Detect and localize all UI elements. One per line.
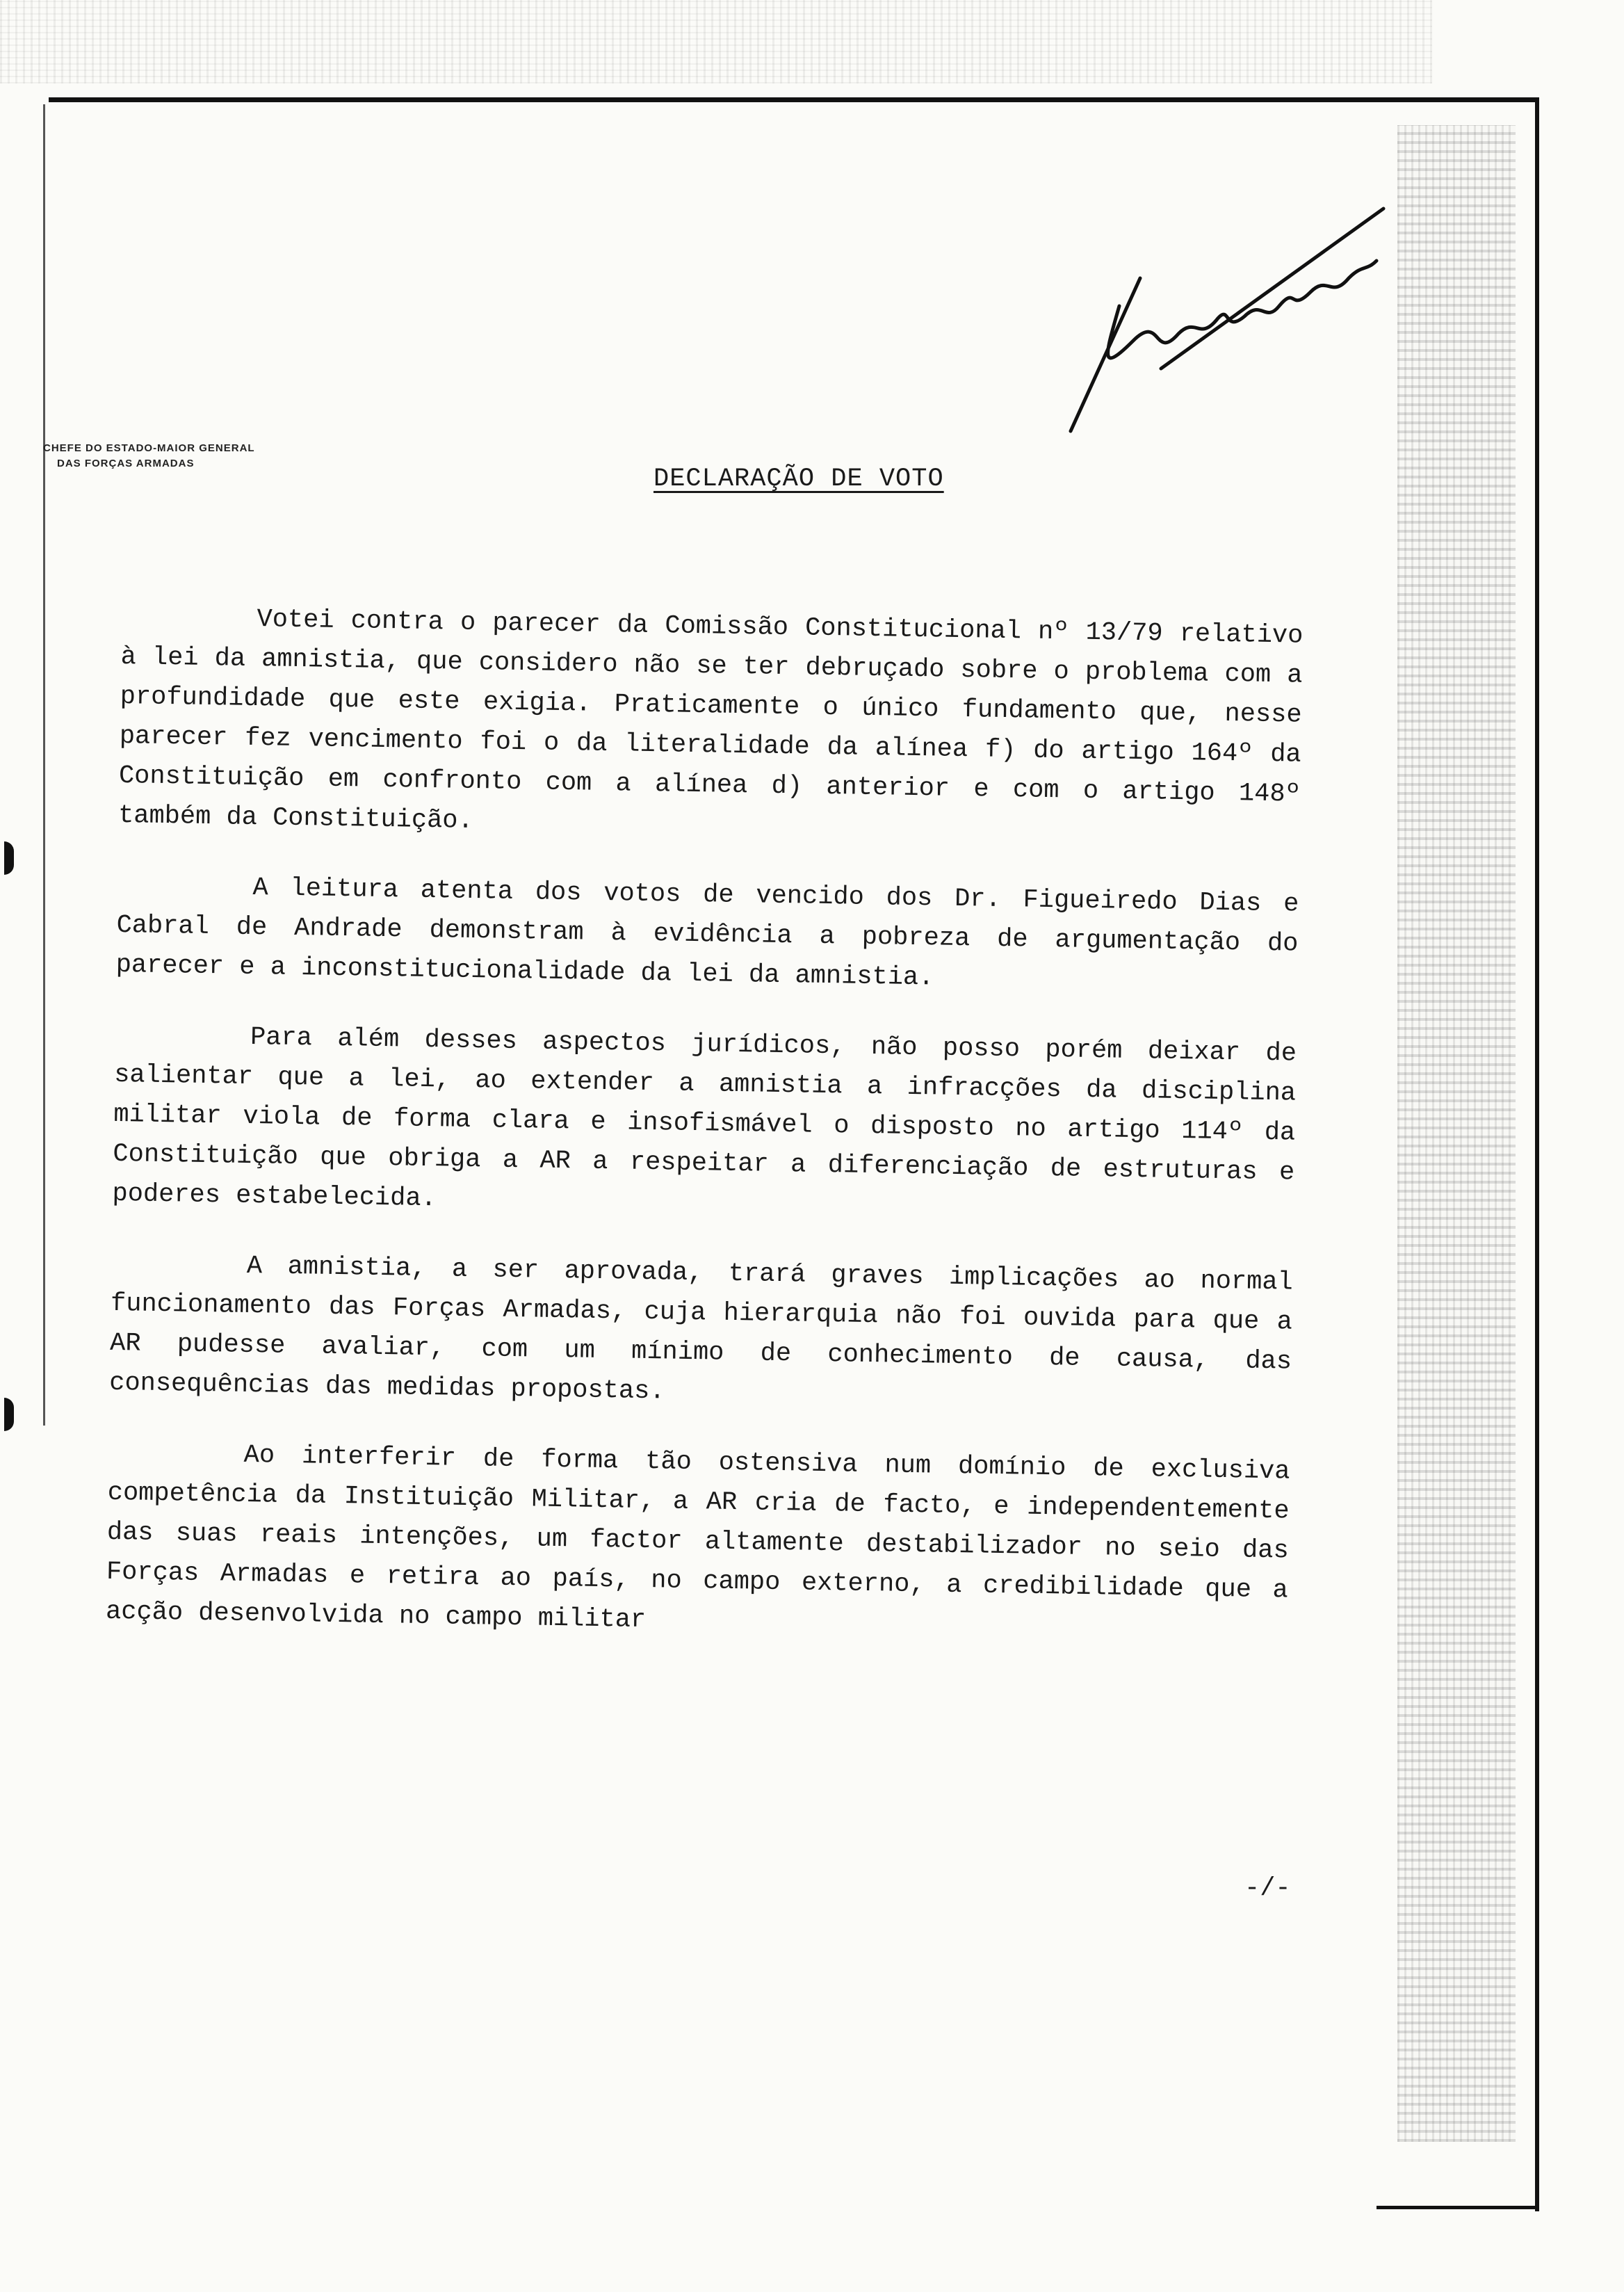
letterhead-line-1: CHEFE DO ESTADO-MAIOR GENERAL: [43, 442, 255, 454]
letterhead: [43, 441, 255, 471]
page-border-top: [49, 97, 1536, 102]
paragraph-4: A amnistia, a ser aprovada, trará graves implicações ao normal funcionamento das Forças Armadas, cuja hierarquia não foi ouvida para que a AR pudesse avaliar, com um mínimo de conhecimento de causa, das consequências das medidas propostas.: [108, 1251, 1294, 1407]
scan-noise-right: [1397, 125, 1516, 2142]
page-border-right: [1535, 97, 1539, 2211]
page-border-left: [43, 104, 45, 1426]
paragraph-2: A leitura atenta dos votos de vencido dos Dr. Figueiredo Dias e Cabral de Andrade demonstram à evidência a pobreza de argumentação do parecer e a inconstitucionalidade da lei da amnistia.: [115, 873, 1299, 993]
punch-hole-mark: [4, 841, 14, 875]
scan-noise-top: [0, 0, 1432, 83]
punch-hole-mark: [4, 1398, 14, 1431]
page-number: -/-: [1244, 1874, 1291, 1903]
paragraph-3: Para além desses aspectos jurídicos, não posso porém deixar de salientar que a lei, ao extender a amnistia a infracções da disciplina militar viola de forma clara e insofismável o disposto no artigo 114º da Constituição que obriga a AR a respeitar a diferenciação de estruturas e poderes estabelecida.: [112, 1022, 1297, 1214]
document-title: DECLARAÇÃO DE VOTO: [653, 465, 944, 494]
paragraph-1: Votei contra o parecer da Comissão Constitucional nº 13/79 relativo à lei da amnistia, que considero não se ter debruçado sobre o problema com a profundidade que este exigia. Praticamente o único fundamento que, nesse parecer fez vencimento foi o da literalidade da alínea f) do artigo 164º da Constituição em confronto com a alínea d) anterior e com o artigo 148º também da Constituição.: [117, 605, 1304, 836]
signature-icon: [1057, 202, 1390, 438]
letterhead-line-2: DAS FORÇAS ARMADAS: [57, 458, 195, 469]
document-body: [105, 598, 1304, 1681]
paragraph-5: Ao interferir de forma tão ostensiva num domínio de exclusiva competência da Instituição Militar, a AR cria de facto, e independentemente das suas reais intenções, um factor altamente destabilizador no seio das Forças Armadas e retira ao país, no campo externo, a credibilidade que a acção desenvolvida no campo militar: [105, 1440, 1290, 1636]
page-border-bottom: [1377, 2206, 1539, 2209]
